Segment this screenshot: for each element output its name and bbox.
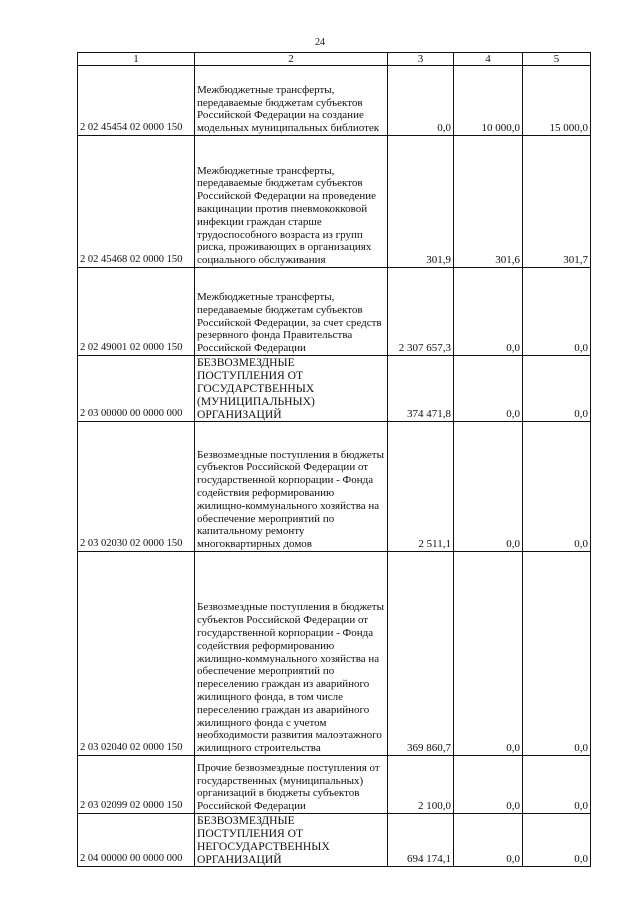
row-value-col3: 694 174,1: [388, 814, 454, 867]
page-number: 24: [315, 37, 325, 48]
row-value-col4: 10 000,0: [454, 66, 523, 136]
row-value-col5: 0,0: [523, 552, 591, 756]
row-name: Безвозмездные поступления в бюджеты субъектов Российской Федерации от государственной корпорации - Фонда содействия реформированию жилищно-коммунального хозяйства на обеспечение мероприятий по переселению граждан из аварийного жилищного фонда, в том числе переселению граждан из аварийного жилищного фонда с учетом необходимости развития малоэтажного жилищного строительства: [195, 552, 388, 756]
row-code: 2 03 00000 00 0000 000: [78, 356, 195, 422]
budget-table: [77, 52, 591, 867]
row-value-col4: 0,0: [454, 552, 523, 756]
row-value-col5: 0,0: [523, 422, 591, 552]
table-header-row: [78, 53, 591, 66]
row-value-col5: 0,0: [523, 756, 591, 814]
row-name: Безвозмездные поступления в бюджеты субъектов Российской Федерации от государственной корпорации - Фонда содействия реформированию жилищно-коммунального хозяйства на обеспечение мероприятий по капитальному ремонту многоквартирных домов: [195, 422, 388, 552]
row-value-col5: 15 000,0: [523, 66, 591, 136]
table-row: [78, 268, 591, 356]
column-header-3: 3: [388, 53, 454, 66]
column-header-2: 2: [195, 53, 388, 66]
row-code: 2 02 45454 02 0000 150: [78, 66, 195, 136]
row-value-col3: 0,0: [388, 66, 454, 136]
column-header-4: 4: [454, 53, 523, 66]
table-row: [78, 756, 591, 814]
table-row: [78, 136, 591, 268]
column-header-1: 1: [78, 53, 195, 66]
table-row: [78, 356, 591, 422]
row-value-col5: 301,7: [523, 136, 591, 268]
row-name: Межбюджетные трансферты, передаваемые бюджетам субъектов Российской Федерации, за счет средств резервного фонда Правительства Российской Федерации: [195, 268, 388, 356]
row-name: БЕЗВОЗМЕЗДНЫЕ ПОСТУПЛЕНИЯ ОТ ГОСУДАРСТВЕННЫХ (МУНИЦИПАЛЬНЫХ) ОРГАНИЗАЦИЙ: [195, 356, 388, 422]
row-code: 2 04 00000 00 0000 000: [78, 814, 195, 867]
row-value-col4: 0,0: [454, 756, 523, 814]
row-value-col5: 0,0: [523, 268, 591, 356]
table-row: [78, 814, 591, 867]
row-value-col3: 374 471,8: [388, 356, 454, 422]
row-value-col4: 0,0: [454, 422, 523, 552]
row-value-col4: 0,0: [454, 356, 523, 422]
row-code: 2 02 49001 02 0000 150: [78, 268, 195, 356]
row-code: 2 03 02040 02 0000 150: [78, 552, 195, 756]
row-name: БЕЗВОЗМЕЗДНЫЕ ПОСТУПЛЕНИЯ ОТ НЕГОСУДАРСТВЕННЫХ ОРГАНИЗАЦИЙ: [195, 814, 388, 867]
row-value-col4: 301,6: [454, 136, 523, 268]
row-value-col4: 0,0: [454, 814, 523, 867]
row-code: 2 03 02099 02 0000 150: [78, 756, 195, 814]
row-value-col3: 369 860,7: [388, 552, 454, 756]
table-row: [78, 422, 591, 552]
row-value-col5: 0,0: [523, 814, 591, 867]
row-value-col5: 0,0: [523, 356, 591, 422]
row-name: Межбюджетные трансферты, передаваемые бюджетам субъектов Российской Федерации на создание модельных муниципальных библиотек: [195, 66, 388, 136]
row-code: 2 03 02030 02 0000 150: [78, 422, 195, 552]
row-code: 2 02 45468 02 0000 150: [78, 136, 195, 268]
row-value-col3: 2 511,1: [388, 422, 454, 552]
row-value-col3: 2 307 657,3: [388, 268, 454, 356]
table-row: [78, 66, 591, 136]
row-name: Прочие безвозмездные поступления от государственных (муниципальных) организаций в бюджеты субъектов Российской Федерации: [195, 756, 388, 814]
row-name: Межбюджетные трансферты, передаваемые бюджетам субъектов Российской Федерации на проведение вакцинации против пневмококковой инфекции граждан старше трудоспособного возраста из групп риска, проживающих в организациях социального обслуживания: [195, 136, 388, 268]
row-value-col3: 301,9: [388, 136, 454, 268]
column-header-5: 5: [523, 53, 591, 66]
table-row: [78, 552, 591, 756]
row-value-col3: 2 100,0: [388, 756, 454, 814]
row-value-col4: 0,0: [454, 268, 523, 356]
